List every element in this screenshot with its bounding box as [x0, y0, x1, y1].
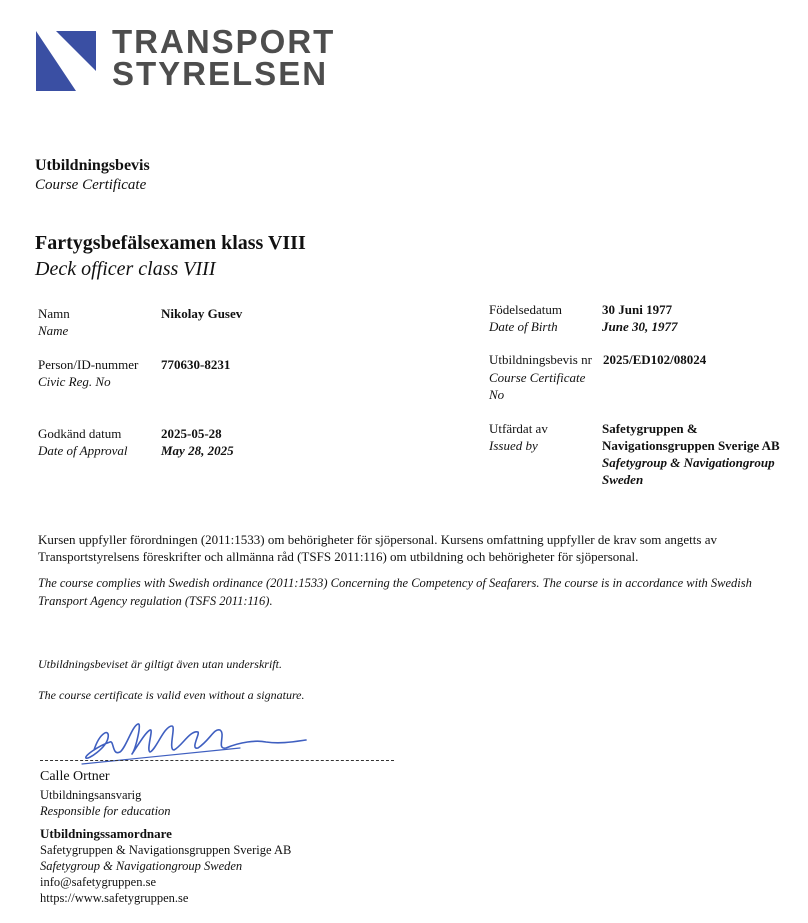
- coordinator-heading: Utbildningssamordnare: [40, 826, 172, 841]
- coordinator-org-en: Safetygroup & Navigationgroup Sweden: [40, 859, 243, 873]
- issued-value-en-2: Sweden: [602, 472, 644, 487]
- issued-value-en-1: Safetygroup & Navigationgroup: [602, 455, 775, 470]
- document-title-sv: Utbildningsbevis: [35, 157, 150, 174]
- logo-line-1: TRANSPORT: [112, 23, 336, 60]
- birth-label-sv: Födelsedatum: [489, 302, 562, 317]
- approval-value-en: May 28, 2025: [161, 443, 234, 458]
- logo-line-2: STYRELSEN: [112, 55, 329, 92]
- signatory-name: Calle Ortner: [40, 769, 110, 784]
- issued-label-en: Issued by: [489, 438, 538, 453]
- civic-label-en: Civic Reg. No: [38, 374, 111, 389]
- approval-label-sv: Godkänd datum: [38, 426, 122, 441]
- birth-value-en: June 30, 1977: [602, 319, 678, 334]
- statement-en-line-1: The course complies with Swedish ordinance (2011:1533) Concerning the Competency of Seafarers. The course is in accordance with Swedish: [38, 576, 752, 590]
- name-label-sv: Namn: [38, 306, 70, 321]
- approval-value-sv: 2025-05-28: [161, 426, 222, 441]
- issued-label-sv: Utfärdat av: [489, 421, 548, 436]
- signature-line: [40, 760, 394, 761]
- cert-no-label-en-1: Course Certificate: [489, 370, 586, 385]
- transportstyrelsen-logo-icon: [36, 31, 96, 91]
- course-title-en: Deck officer class VIII: [35, 258, 216, 280]
- civic-label-sv: Person/ID-nummer: [38, 357, 139, 372]
- issued-value-sv-2: Navigationsgruppen Sverige AB: [602, 438, 780, 453]
- course-title-sv: Fartygsbefälsexamen klass VIII: [35, 232, 306, 254]
- cert-no-value: 2025/ED102/08024: [603, 352, 707, 367]
- statement-sv-line-1: Kursen uppfyller förordningen (2011:1533) om behörigheter för sjöpersonal. Kursens omfattning uppfyller de krav som angetts av: [38, 532, 717, 547]
- statement-sv-line-2: Transportstyrelsens föreskrifter och allmänna råd (TSFS 2011:116) om utbildning och behörigheter för sjöpersonal.: [38, 549, 639, 564]
- coordinator-website[interactable]: https://www.safetygruppen.se: [40, 891, 189, 905]
- validity-sv: Utbildningsbeviset är giltigt även utan underskrift.: [38, 657, 282, 671]
- approval-label-en: Date of Approval: [38, 443, 128, 458]
- birth-label-en: Date of Birth: [489, 319, 558, 334]
- signatory-role-en: Responsible for education: [40, 804, 171, 818]
- civic-value: 770630-8231: [161, 357, 231, 372]
- name-label-en: Name: [38, 323, 69, 338]
- signatory-role-sv: Utbildningsansvarig: [40, 788, 142, 802]
- coordinator-org-sv: Safetygruppen & Navigationsgruppen Sverige AB: [40, 843, 292, 857]
- birth-value-sv: 30 Juni 1977: [602, 302, 673, 317]
- validity-en: The course certificate is valid even without a signature.: [38, 688, 305, 702]
- logo-wordmark: [112, 23, 336, 92]
- cert-no-label-en-2: No: [489, 387, 505, 402]
- name-value: Nikolay Gusev: [161, 306, 243, 321]
- statement-en-line-2: Transport Agency regulation (TSFS 2011:116).: [38, 594, 273, 608]
- cert-no-label-sv: Utbildningsbevis nr: [489, 352, 592, 367]
- coordinator-email[interactable]: info@safetygruppen.se: [40, 875, 156, 889]
- issued-value-sv-1: Safetygruppen &: [602, 421, 698, 436]
- document-title-en: Course Certificate: [35, 177, 147, 193]
